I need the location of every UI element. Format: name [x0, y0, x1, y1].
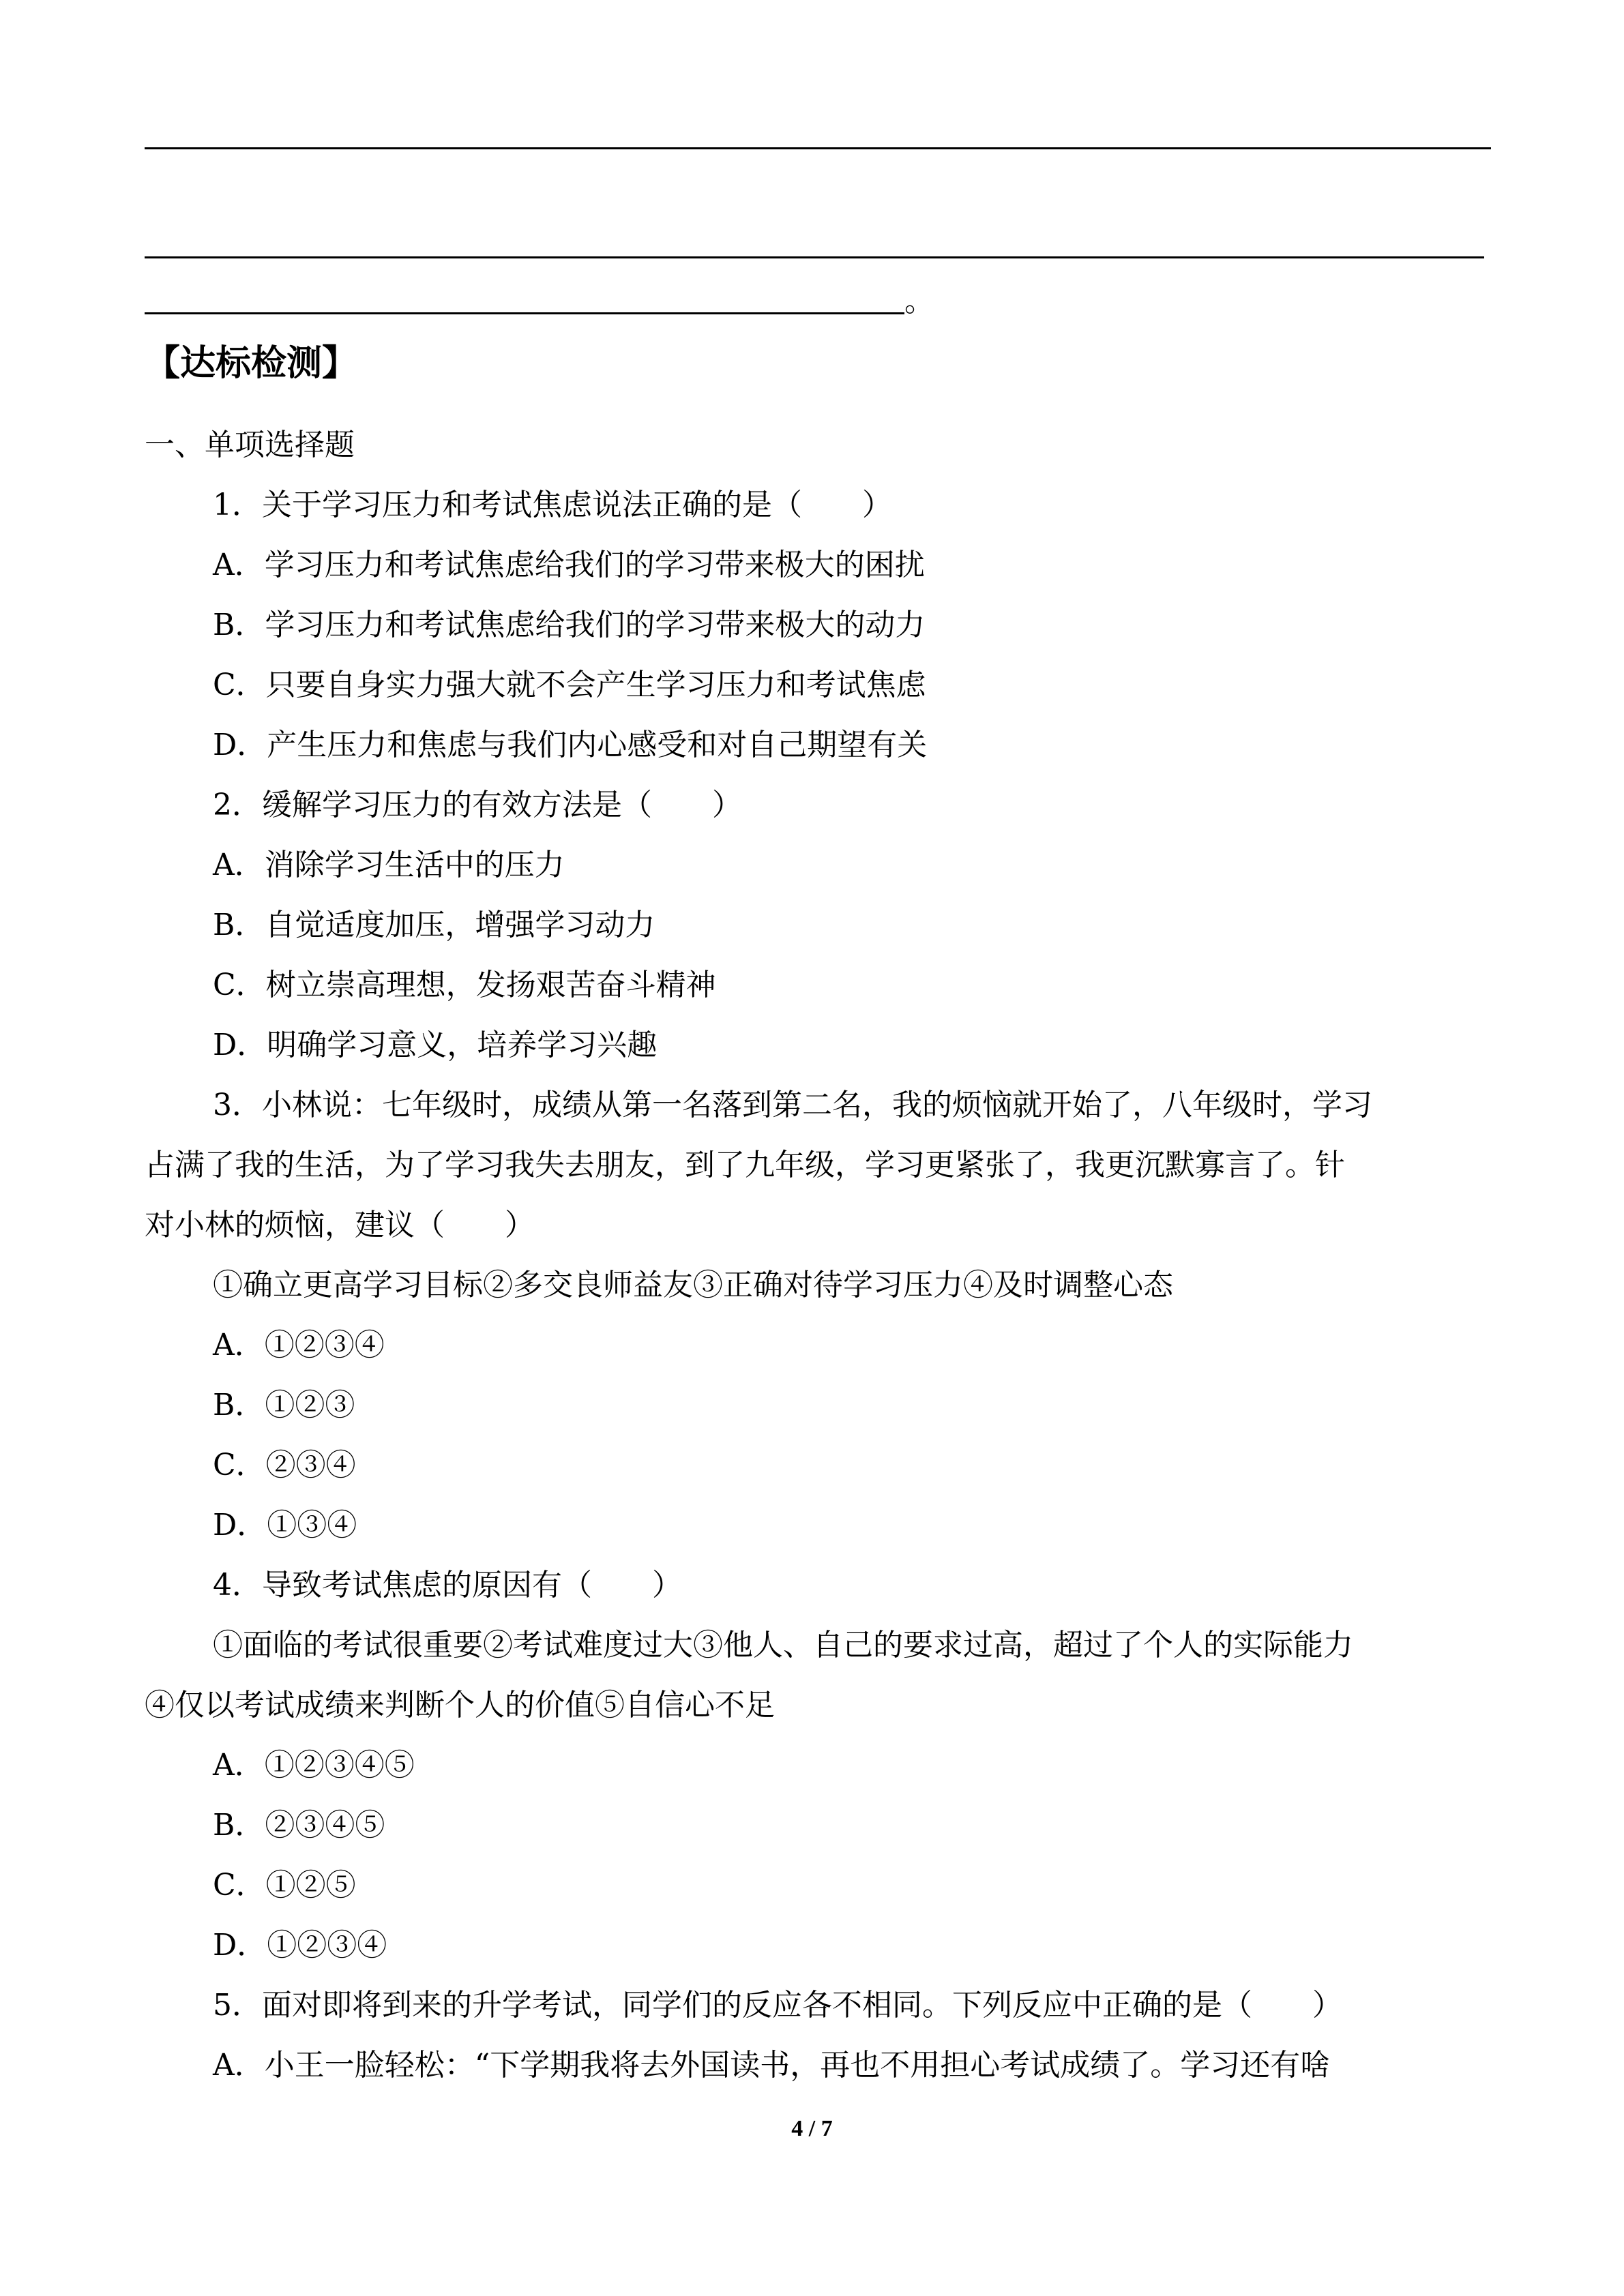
question-2-option-d: D．明确学习意义，培养学习兴趣: [213, 1028, 658, 1062]
answer-blank-line-3: [145, 312, 904, 314]
part-title: 一、单项选择题: [145, 428, 355, 462]
question-1-option-c: C．只要自身实力强大就不会产生学习压力和考试焦虑: [213, 668, 926, 702]
question-1-option-a: A．学习压力和考试焦虑给我们的学习带来极大的困扰: [213, 548, 925, 582]
question-1-option-b: B．学习压力和考试焦虑给我们的学习带来极大的动力: [213, 608, 926, 642]
question-1-option-d: D．产生压力和焦虑与我们内心感受和对自己期望有关: [213, 728, 928, 762]
question-2-option-c: C．树立崇高理想，发扬艰苦奋斗精神: [213, 968, 716, 1002]
question-4-statements-line-2: ④仅以考试成绩来判断个人的价值⑤自信心不足: [145, 1688, 775, 1723]
question-2-stem: 2．缓解学习压力的有效方法是（ ）: [213, 788, 742, 822]
question-2-option-a: A．消除学习生活中的压力: [213, 848, 565, 882]
question-4-option-c: C．①②⑤: [213, 1868, 356, 1903]
question-4-stem: 4．导致考试焦虑的原因有（ ）: [213, 1568, 682, 1602]
answer-blank-period: 。: [904, 284, 934, 318]
question-5-option-a: A．小王一脸轻松：“下学期我将去外国读书，再也不用担心考试成绩了。学习还有啥: [213, 2048, 1331, 2083]
question-3-statements: ①确立更高学习目标②多交良师益友③正确对待学习压力④及时调整心态: [213, 1268, 1173, 1302]
question-3-option-a: A．①②③④: [213, 1328, 385, 1362]
section-heading: 【达标检测】: [145, 342, 358, 384]
question-2-option-b: B．自觉适度加压，增强学习动力: [213, 908, 655, 942]
question-3-stem-line-1: 3．小林说：七年级时，成绩从第一名落到第二名，我的烦恼就开始了，八年级时，学习: [213, 1088, 1372, 1122]
question-5-stem: 5．面对即将到来的升学考试，同学们的反应各不相同。下列反应中正确的是（ ）: [213, 1988, 1342, 2023]
question-4-option-a: A．①②③④⑤: [213, 1748, 415, 1783]
page-indicator: 4 / 7: [791, 2116, 833, 2141]
question-3-stem-line-2: 占满了我的生活，为了学习我失去朋友，到了九年级，学习更紧张了，我更沉默寡言了。针: [145, 1148, 1345, 1182]
question-1-stem: 1．关于学习压力和考试焦虑说法正确的是（ ）: [213, 488, 892, 522]
answer-blank-line-2: [145, 256, 1484, 258]
question-3-stem-line-3: 对小林的烦恼，建议（ ）: [145, 1208, 535, 1242]
question-4-option-b: B．②③④⑤: [213, 1808, 385, 1843]
answer-blank-line-1: [145, 147, 1491, 149]
question-3-option-d: D．①③④: [213, 1508, 357, 1542]
question-4-option-d: D．①②③④: [213, 1928, 387, 1963]
question-4-statements-line-1: ①面临的考试很重要②考试难度过大③他人、自己的要求过高，超过了个人的实际能力: [213, 1628, 1353, 1663]
question-3-option-b: B．①②③: [213, 1388, 355, 1422]
question-3-option-c: C．②③④: [213, 1448, 356, 1482]
